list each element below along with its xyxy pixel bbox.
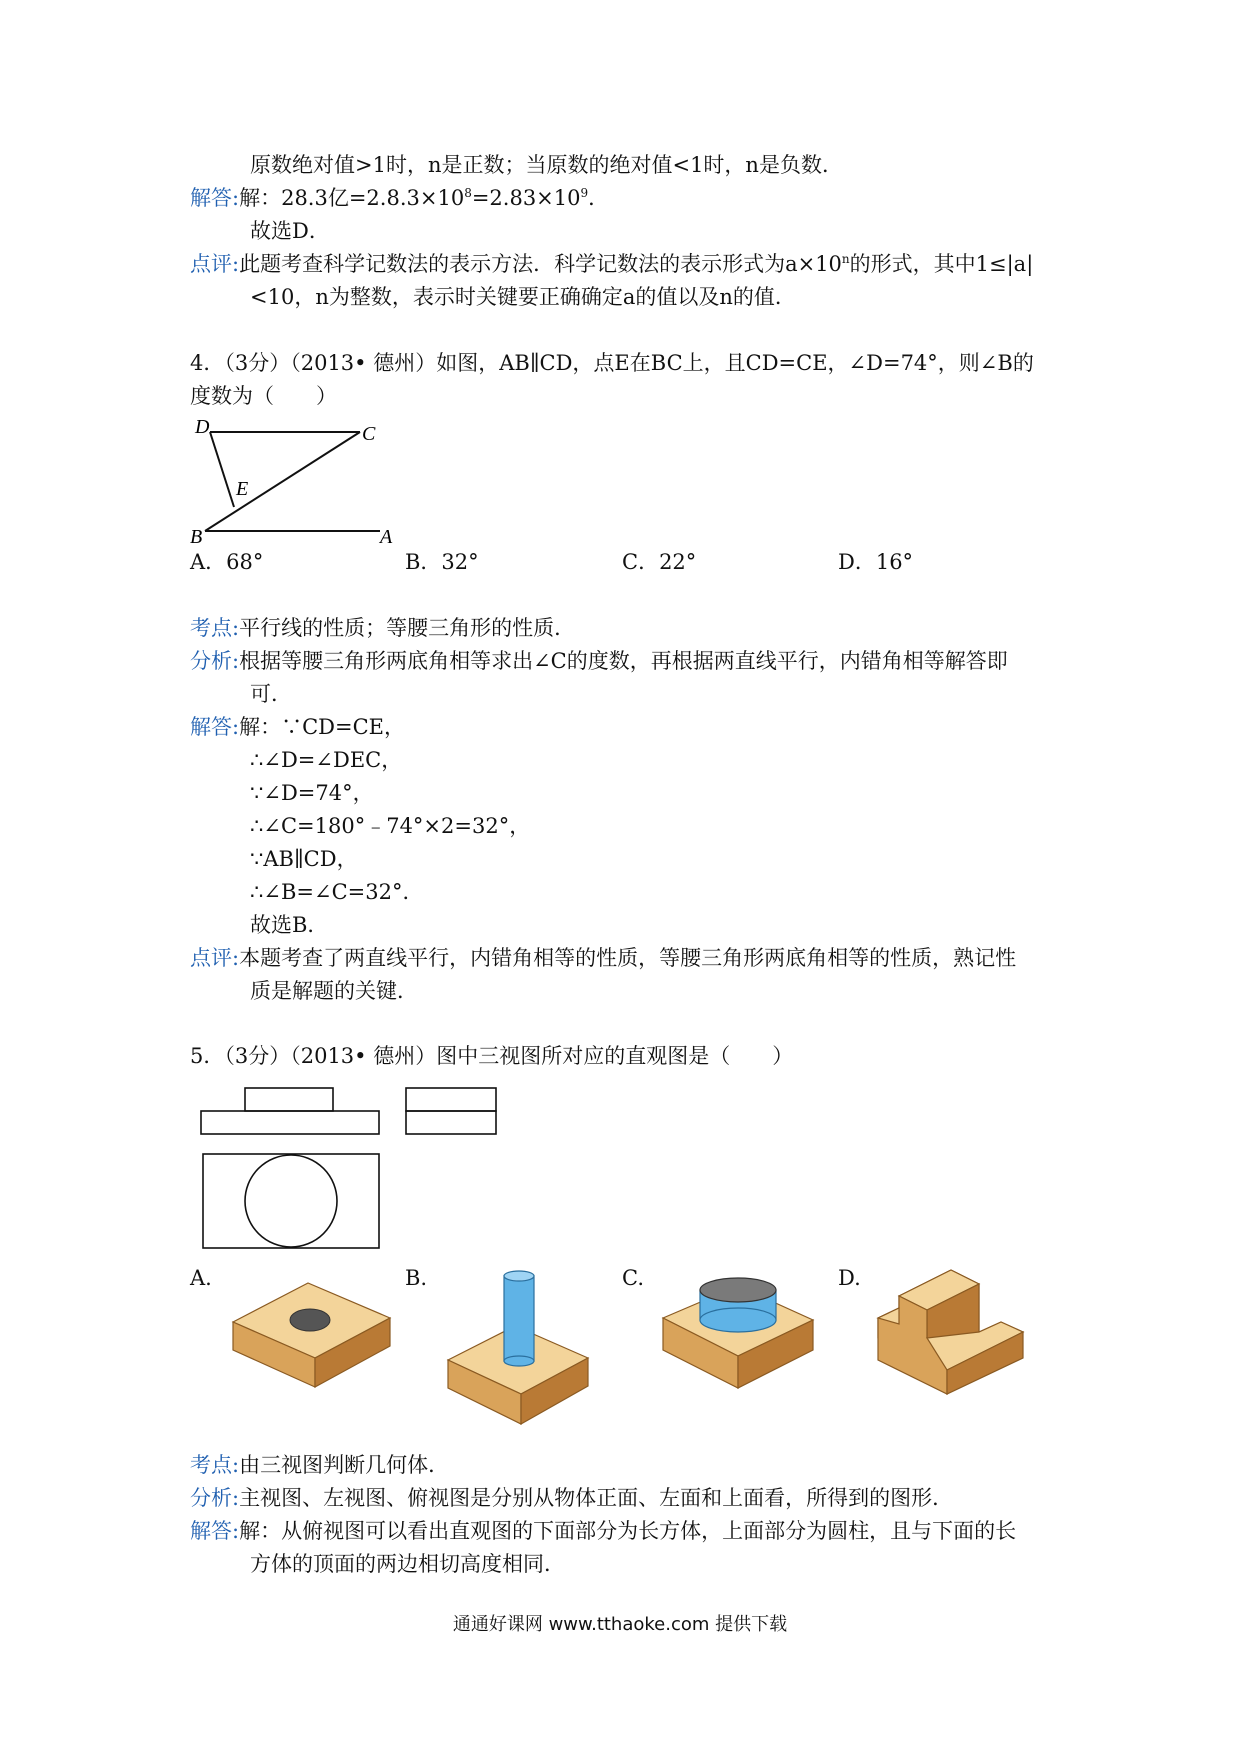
q3-answer-mid: =2.83×10: [471, 186, 581, 210]
q4-kaodian-row: [190, 613, 575, 643]
q5-option-d-label: D.: [838, 1266, 861, 1290]
q5-jieda-label: 解答:: [190, 1519, 240, 1543]
q5-option-c-label: C.: [622, 1266, 644, 1290]
q4-dianping-label: 点评:: [190, 946, 240, 970]
q5-fenxi-row: [190, 1483, 953, 1513]
q3-answer-prefix: 解：28.3亿=2.8.3×10: [239, 186, 465, 210]
q3-answer-label: 解答:: [190, 186, 240, 210]
q3-answer-row: [190, 183, 609, 213]
q3-comment-b: 的形式，其中1≤|a|: [849, 252, 1034, 276]
q3-choose: 故选D．: [250, 219, 330, 243]
q4-jieda-label: 解答:: [190, 715, 240, 739]
q4-kaodian-label: 考点:: [190, 616, 240, 640]
q4-stem-line1: 4．（3分）（2013• 德州）如图，AB∥CD，点E在BC上，且CD=CE，∠D=74°，则∠B的: [190, 351, 1034, 375]
q5-stem: 5．（3分）（2013• 德州）图中三视图所对应的直观图是（ ）: [190, 1044, 794, 1068]
q5-jieda-line1: 解：从俯视图可以看出直观图的下面部分为长方体，上面部分为圆柱，且与下面的长: [239, 1519, 1017, 1543]
q4-jieda-line: ∵AB∥CD，: [250, 847, 358, 871]
q5-front-view: [200, 1087, 380, 1135]
q4-jieda-line: ∴∠B=∠C=32°．: [250, 880, 424, 904]
q5-jieda-row: [190, 1516, 1016, 1546]
q4-option-c: C．22°: [622, 550, 697, 574]
q4-jieda-line: 故选B．: [250, 913, 329, 937]
q4-jieda-line: ∴∠D=∠DEC，: [250, 748, 403, 772]
q5-top-view: [202, 1153, 380, 1249]
q4-kaodian: 平行线的性质；等腰三角形的性质．: [239, 616, 576, 640]
q3-comment-line2: <10，n为整数，表示时关键要正确确定a的值以及n的值．: [250, 285, 796, 309]
q4-jieda-line: ∵∠D=74°，: [250, 781, 374, 805]
q5-kaodian-row: [190, 1450, 449, 1480]
q4-dianping-line1: 本题考查了两直线平行，内错角相等的性质，等腰三角形两底角相等的性质，熟记性: [239, 946, 1017, 970]
q5-option-a-figure: [228, 1270, 398, 1390]
line-de: [210, 432, 234, 507]
q3-tail-line: 原数绝对值>1时，n是正数；当原数的绝对值<1时，n是负数．: [250, 153, 843, 177]
q5-jieda-line2: 方体的顶面的两边相切高度相同．: [250, 1552, 565, 1576]
q3-answer-end: ．: [588, 186, 610, 210]
q5-option-b-figure: [445, 1268, 595, 1428]
q4-fenxi-line1: 根据等腰三角形两底角相等求出∠C的度数，再根据两直线平行，内错角相等解答即: [239, 649, 1008, 673]
label-a: A: [380, 526, 393, 548]
q4-fenxi-row: [190, 646, 1008, 676]
q5-fenxi-label: 分析:: [190, 1486, 240, 1510]
q3-exp1: 8: [464, 186, 472, 200]
label-b: B: [190, 526, 203, 548]
q4-fenxi-label: 分析:: [190, 649, 240, 673]
line-cb: [205, 432, 360, 531]
q4-stem-line2: 度数为（ ）: [190, 384, 337, 408]
q4-jieda-line: ∴∠C=180°﹣74°×2=32°，: [250, 814, 531, 838]
q5-option-d-figure: [875, 1266, 1025, 1401]
q4-fenxi-line2: 可．: [250, 682, 292, 706]
q4-dianping-line2: 质是解题的关键．: [250, 979, 418, 1003]
q5-option-a-label: A.: [190, 1266, 212, 1290]
q4-jieda-line: 解：∵CD=CE，: [239, 715, 405, 739]
q4-dianping-row: [190, 943, 1016, 973]
q4-option-b: B．32°: [405, 550, 479, 574]
label-d: D: [195, 416, 210, 438]
q4-figure: [190, 415, 410, 548]
q5-fenxi: 主视图、左视图、俯视图是分别从物体正面、左面和上面看，所得到的图形．: [239, 1486, 954, 1510]
q3-exp2: 9: [580, 186, 589, 200]
q3-comment-label: 点评:: [190, 252, 240, 276]
q5-option-c-figure: [660, 1268, 820, 1393]
q5-side-view: [405, 1087, 497, 1135]
page-footer: 通通好课网 www.tthaoke.com 提供下载: [452, 1614, 788, 1635]
q4-jieda-row: [190, 712, 405, 742]
q4-option-a: A．68°: [190, 550, 264, 574]
q4-option-d: D．16°: [838, 550, 914, 574]
q3-comment-exp: n: [841, 252, 850, 266]
label-c: C: [362, 423, 376, 445]
q3-comment-a: 此题考查科学记数法的表示方法．科学记数法的表示形式为a×10: [239, 252, 842, 276]
q3-comment-row: [190, 249, 1033, 279]
label-e: E: [236, 478, 249, 500]
q5-option-b-label: B.: [405, 1266, 428, 1290]
q5-kaodian-label: 考点:: [190, 1453, 240, 1477]
q5-kaodian: 由三视图判断几何体．: [239, 1453, 450, 1477]
